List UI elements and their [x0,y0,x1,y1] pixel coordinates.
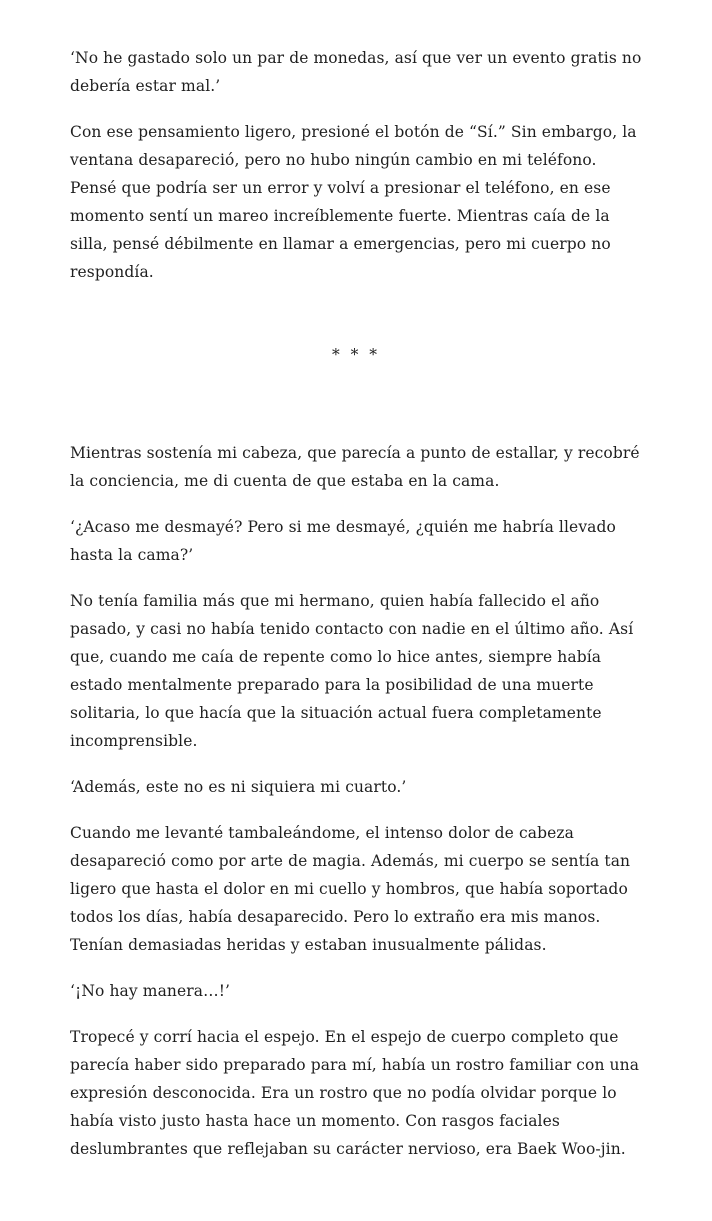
paragraph: Con ese pensamiento ligero, presioné el botón de “Sí.” Sin embargo, la ventana desapareció, pero no hubo ningún cambio en mi teléfono. Pensé que podría ser un error y volví a presionar el teléfono, en ese momento sentí un mareo increíblemente fuerte. Mientras caía de la silla, pensé débilmente en llamar a emergencias, pero mi cuerpo no respondía. [70,123,637,281]
scene-break-separator: * * * [331,346,381,364]
paragraph: Tropecé y corrí hacia el espejo. En el espejo de cuerpo completo que parecía haber sido preparado para mí, había un rostro familiar con una expresión desconocida. Era un rostro que no podía olvidar porque lo había visto justo hasta hace un momento. Con rasgos faciales deslumbrantes que reflejaban su carácter nervioso, era Baek Woo-jin. [70,1028,640,1158]
paragraph: ‘¿Acaso me desmayé? Pero si me desmayé, ¿quién me habría llevado hasta la cama?’ [70,518,616,564]
paragraph: ‘Además, este no es ni siquiera mi cuarto.’ [70,778,407,796]
paragraph: ‘¡No hay manera…!’ [70,982,231,1000]
paragraph: No tenía familia más que mi hermano, quien había fallecido el año pasado, y casi no había tenido contacto con nadie en el último año. Así que, cuando me caía de repente como lo hice antes, siempre había estado mentalmente preparado para la posibilidad de una muerte solitaria, lo que hacía que la situación actual fuera completamente incomprensible. [70,592,634,750]
paragraph: Mientras sostenía mi cabeza, que parecía a punto de estallar, y recobré la conciencia, me di cuenta de que estaba en la cama. [70,444,640,490]
paragraph: Cuando me levanté tambaleándome, el intenso dolor de cabeza desapareció como por arte de magia. Además, mi cuerpo se sentía tan ligero que hasta el dolor en mi cuello y hombros, que había soportado todos los días, había desaparecido. Pero lo extraño era mis manos. Tenían demasiadas heridas y estaban inusualmente pálidas. [70,824,631,954]
paragraph: ‘No he gastado solo un par de monedas, así que ver un evento gratis no debería estar mal.’ [70,49,642,95]
